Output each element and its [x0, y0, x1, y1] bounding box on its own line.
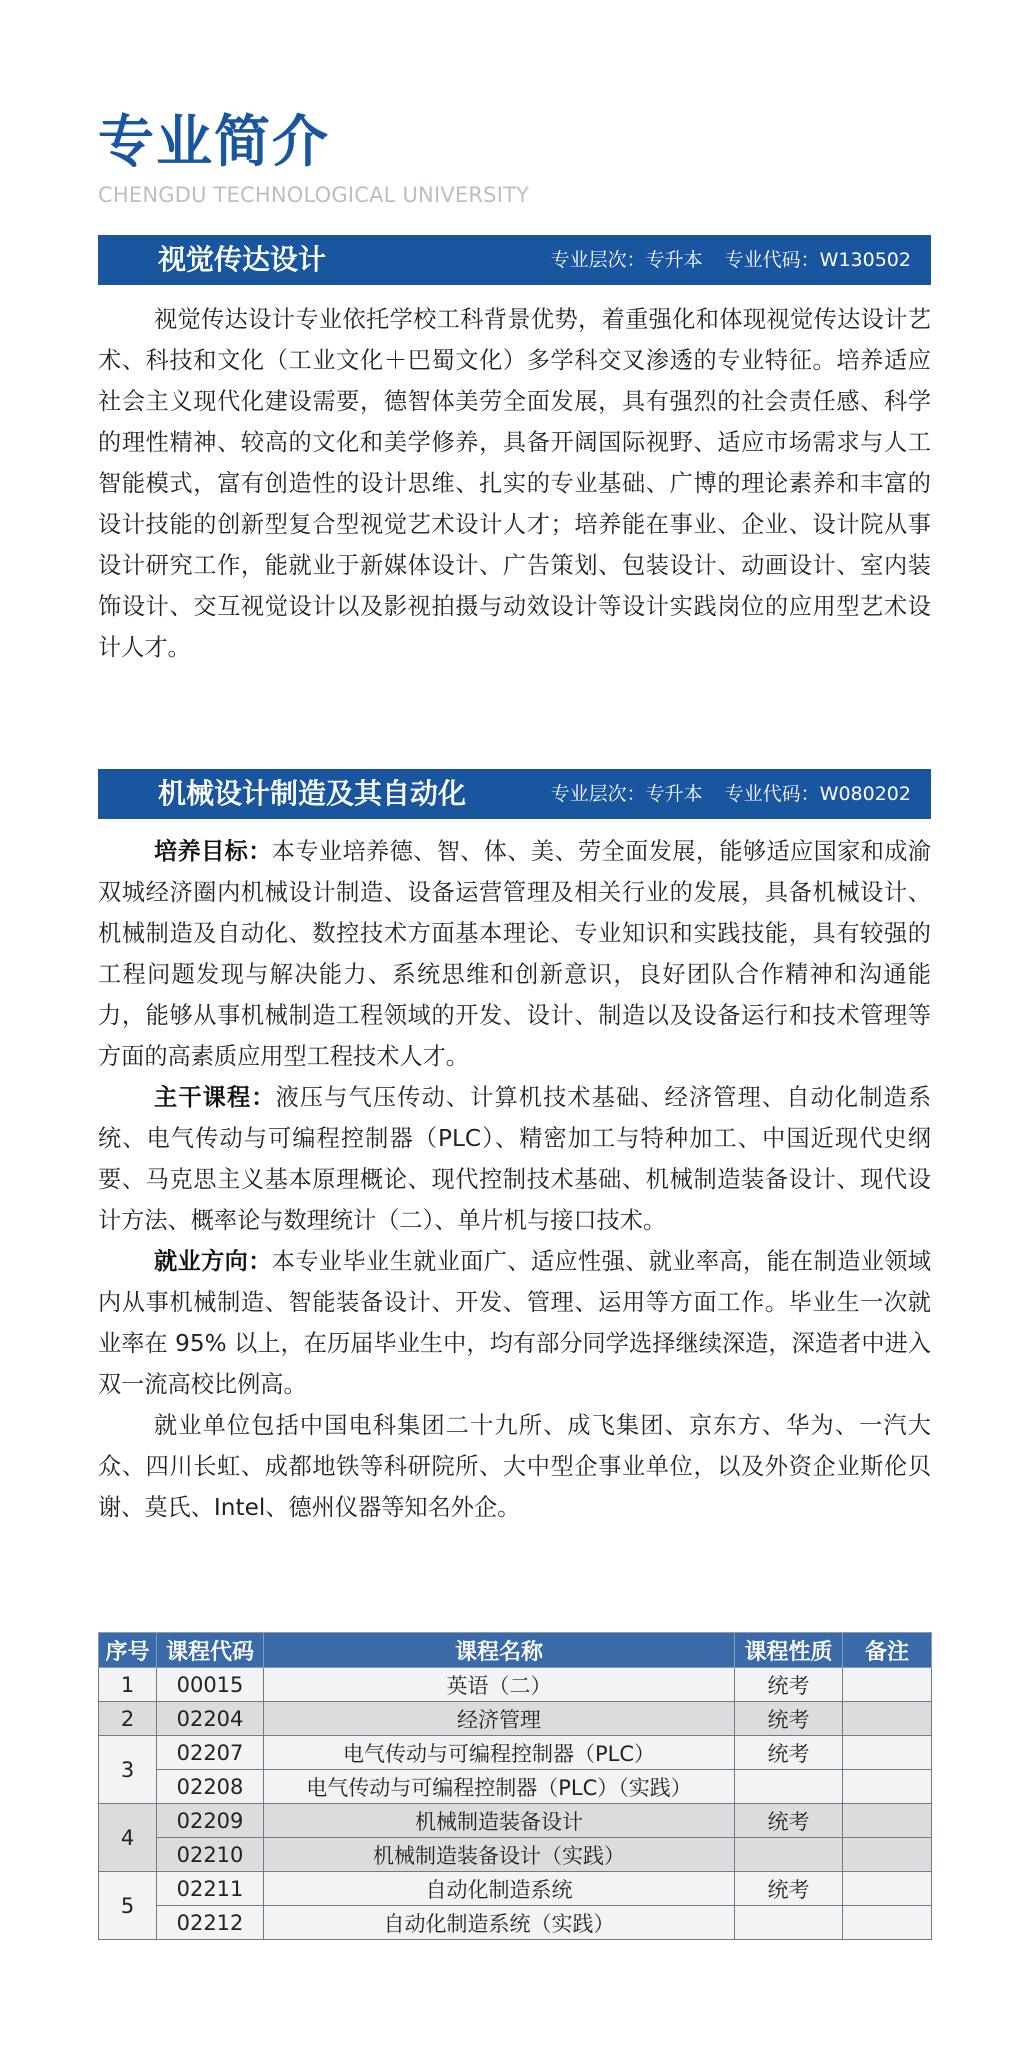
page-subtitle: CHENGDU TECHNOLOGICAL UNIVERSITY — [98, 183, 530, 207]
major-meta — [551, 769, 911, 819]
courses-paragraph — [98, 1077, 931, 1241]
cell-name: 电气传动与可编程控制器（PLC）（实践） — [264, 1770, 735, 1804]
major-description — [98, 299, 931, 668]
cell-no: 4 — [99, 1804, 157, 1872]
cell-code: 02211 — [157, 1872, 264, 1906]
header-code: 课程代码 — [157, 1633, 264, 1668]
table-row — [99, 1838, 932, 1872]
course-table — [98, 1632, 932, 1940]
goal-label: 培养目标： — [154, 838, 272, 865]
goal-paragraph — [98, 831, 931, 1077]
major-header-mechanical — [98, 769, 931, 819]
major-header-visual-design — [98, 235, 931, 285]
cell-no: 3 — [99, 1736, 157, 1804]
cell-name: 机械制造装备设计（实践） — [264, 1838, 735, 1872]
cell-no: 2 — [99, 1702, 157, 1736]
cell-type — [735, 1770, 843, 1804]
cell-type — [735, 1838, 843, 1872]
cell-no: 5 — [99, 1872, 157, 1940]
table-row — [99, 1906, 932, 1940]
cell-type: 统考 — [735, 1736, 843, 1770]
cell-name: 经济管理 — [264, 1702, 735, 1736]
major-name: 视觉传达设计 — [158, 243, 327, 276]
cell-note — [843, 1906, 932, 1940]
cell-note — [843, 1770, 932, 1804]
table-row — [99, 1702, 932, 1736]
cell-name: 英语（二） — [264, 1668, 735, 1702]
cell-code: 02212 — [157, 1906, 264, 1940]
employers-paragraph: 就业单位包括中国电科集团二十九所、成飞集团、京东方、华为、一汽大众、四川长虹、成都地铁等科研院所、大中型企事业单位，以及外资企业斯伦贝谢、莫氏、Intel、德州仪器等知名外企。 — [98, 1412, 931, 1521]
cell-code: 02208 — [157, 1770, 264, 1804]
cell-type: 统考 — [735, 1872, 843, 1906]
courses-text: 液压与气压传动、计算机技术基础、经济管理、自动化制造系统、电气传动与可编程控制器（PLC）、精密加工与特种加工、中国近现代史纲要、马克思主义基本原理概论、现代控制技术基础、机械制造装备设计、现代设计方法、概率论与数理统计（二）、单片机与接口技术。 — [98, 1084, 932, 1234]
cell-type: 统考 — [735, 1804, 843, 1838]
cell-code: 00015 — [157, 1668, 264, 1702]
cell-name: 自动化制造系统 — [264, 1872, 735, 1906]
header-note: 备注 — [843, 1633, 932, 1668]
goal-text: 本专业培养德、智、体、美、劳全面发展，能够适应国家和成渝双城经济圈内机械设计制造、设备运营管理及相关行业的发展，具备机械设计、机械制造及自动化、数控技术方面基本理论、专业知识和实践技能，具有较强的工程问题发现与解决能力、系统思维和创新意识，良好团队合作精神和沟通能力，能够从事机械制造工程领域的开发、设计、制造以及设备运行和技术管理等方面的高素质应用型工程技术人才。 — [98, 838, 932, 1070]
major-level: 专业层次：专升本 — [550, 783, 703, 805]
major-name: 机械设计制造及其自动化 — [158, 777, 467, 810]
career-text: 本专业毕业生就业面广、适应性强、就业率高，能在制造业领域内从事机械制造、智能装备设计、开发、管理、运用等方面工作。毕业生一次就业率在 95% 以上，在历届毕业生中，均有部分同学选择继续深造，深造者中进入双一流高校比例高。 — [98, 1248, 932, 1398]
cell-code: 02204 — [157, 1702, 264, 1736]
cell-type: 统考 — [735, 1668, 843, 1702]
cell-type — [735, 1906, 843, 1940]
cell-note — [843, 1838, 932, 1872]
table-header-row — [99, 1633, 932, 1668]
cell-code: 02207 — [157, 1736, 264, 1770]
page-title: 专业简介 — [98, 110, 330, 175]
table-row — [99, 1872, 932, 1906]
table-body — [99, 1668, 932, 1940]
header-no: 序号 — [99, 1633, 157, 1668]
courses-label: 主干课程： — [154, 1084, 276, 1111]
cell-note — [843, 1872, 932, 1906]
cell-type: 统考 — [735, 1702, 843, 1736]
cell-code: 02209 — [157, 1804, 264, 1838]
major-code: 专业代码：W130502 — [724, 249, 911, 271]
table-row — [99, 1668, 932, 1702]
career-label: 就业方向： — [154, 1248, 272, 1275]
career-paragraph — [98, 1241, 931, 1405]
cell-name: 电气传动与可编程控制器（PLC） — [264, 1736, 735, 1770]
cell-note — [843, 1668, 932, 1702]
major-level: 专业层次：专升本 — [550, 249, 703, 271]
major-meta — [551, 235, 911, 285]
description-paragraph: 视觉传达设计专业依托学校工科背景优势，着重强化和体现视觉传达设计艺术、科技和文化（工业文化＋巴蜀文化）多学科交叉渗透的专业特征。培养适应社会主义现代化建设需要，德智体美劳全面发展，具有强烈的社会责任感、科学的理性精神、较高的文化和美学修养，具备开阔国际视野、适应市场需求与人工智能模式，富有创造性的设计思维、扎实的专业基础、广博的理论素养和丰富的设计技能的创新型复合型视觉艺术设计人才；培养能在事业、企业、设计院从事设计研究工作，能就业于新媒体设计、广告策划、包装设计、动画设计、室内装饰设计、交互视觉设计以及影视拍摄与动效设计等设计实践岗位的应用型艺术设计人才。 — [98, 306, 931, 661]
table-row — [99, 1770, 932, 1804]
cell-name: 自动化制造系统（实践） — [264, 1906, 735, 1940]
cell-note — [843, 1804, 932, 1838]
cell-code: 02210 — [157, 1838, 264, 1872]
major-details — [98, 831, 931, 1528]
cell-note — [843, 1736, 932, 1770]
cell-no: 1 — [99, 1668, 157, 1702]
table-row — [99, 1804, 932, 1838]
table-row — [99, 1736, 932, 1770]
cell-name: 机械制造装备设计 — [264, 1804, 735, 1838]
major-code: 专业代码：W080202 — [724, 783, 911, 805]
header-type: 课程性质 — [735, 1633, 843, 1668]
cell-note — [843, 1702, 932, 1736]
header-name: 课程名称 — [264, 1633, 735, 1668]
